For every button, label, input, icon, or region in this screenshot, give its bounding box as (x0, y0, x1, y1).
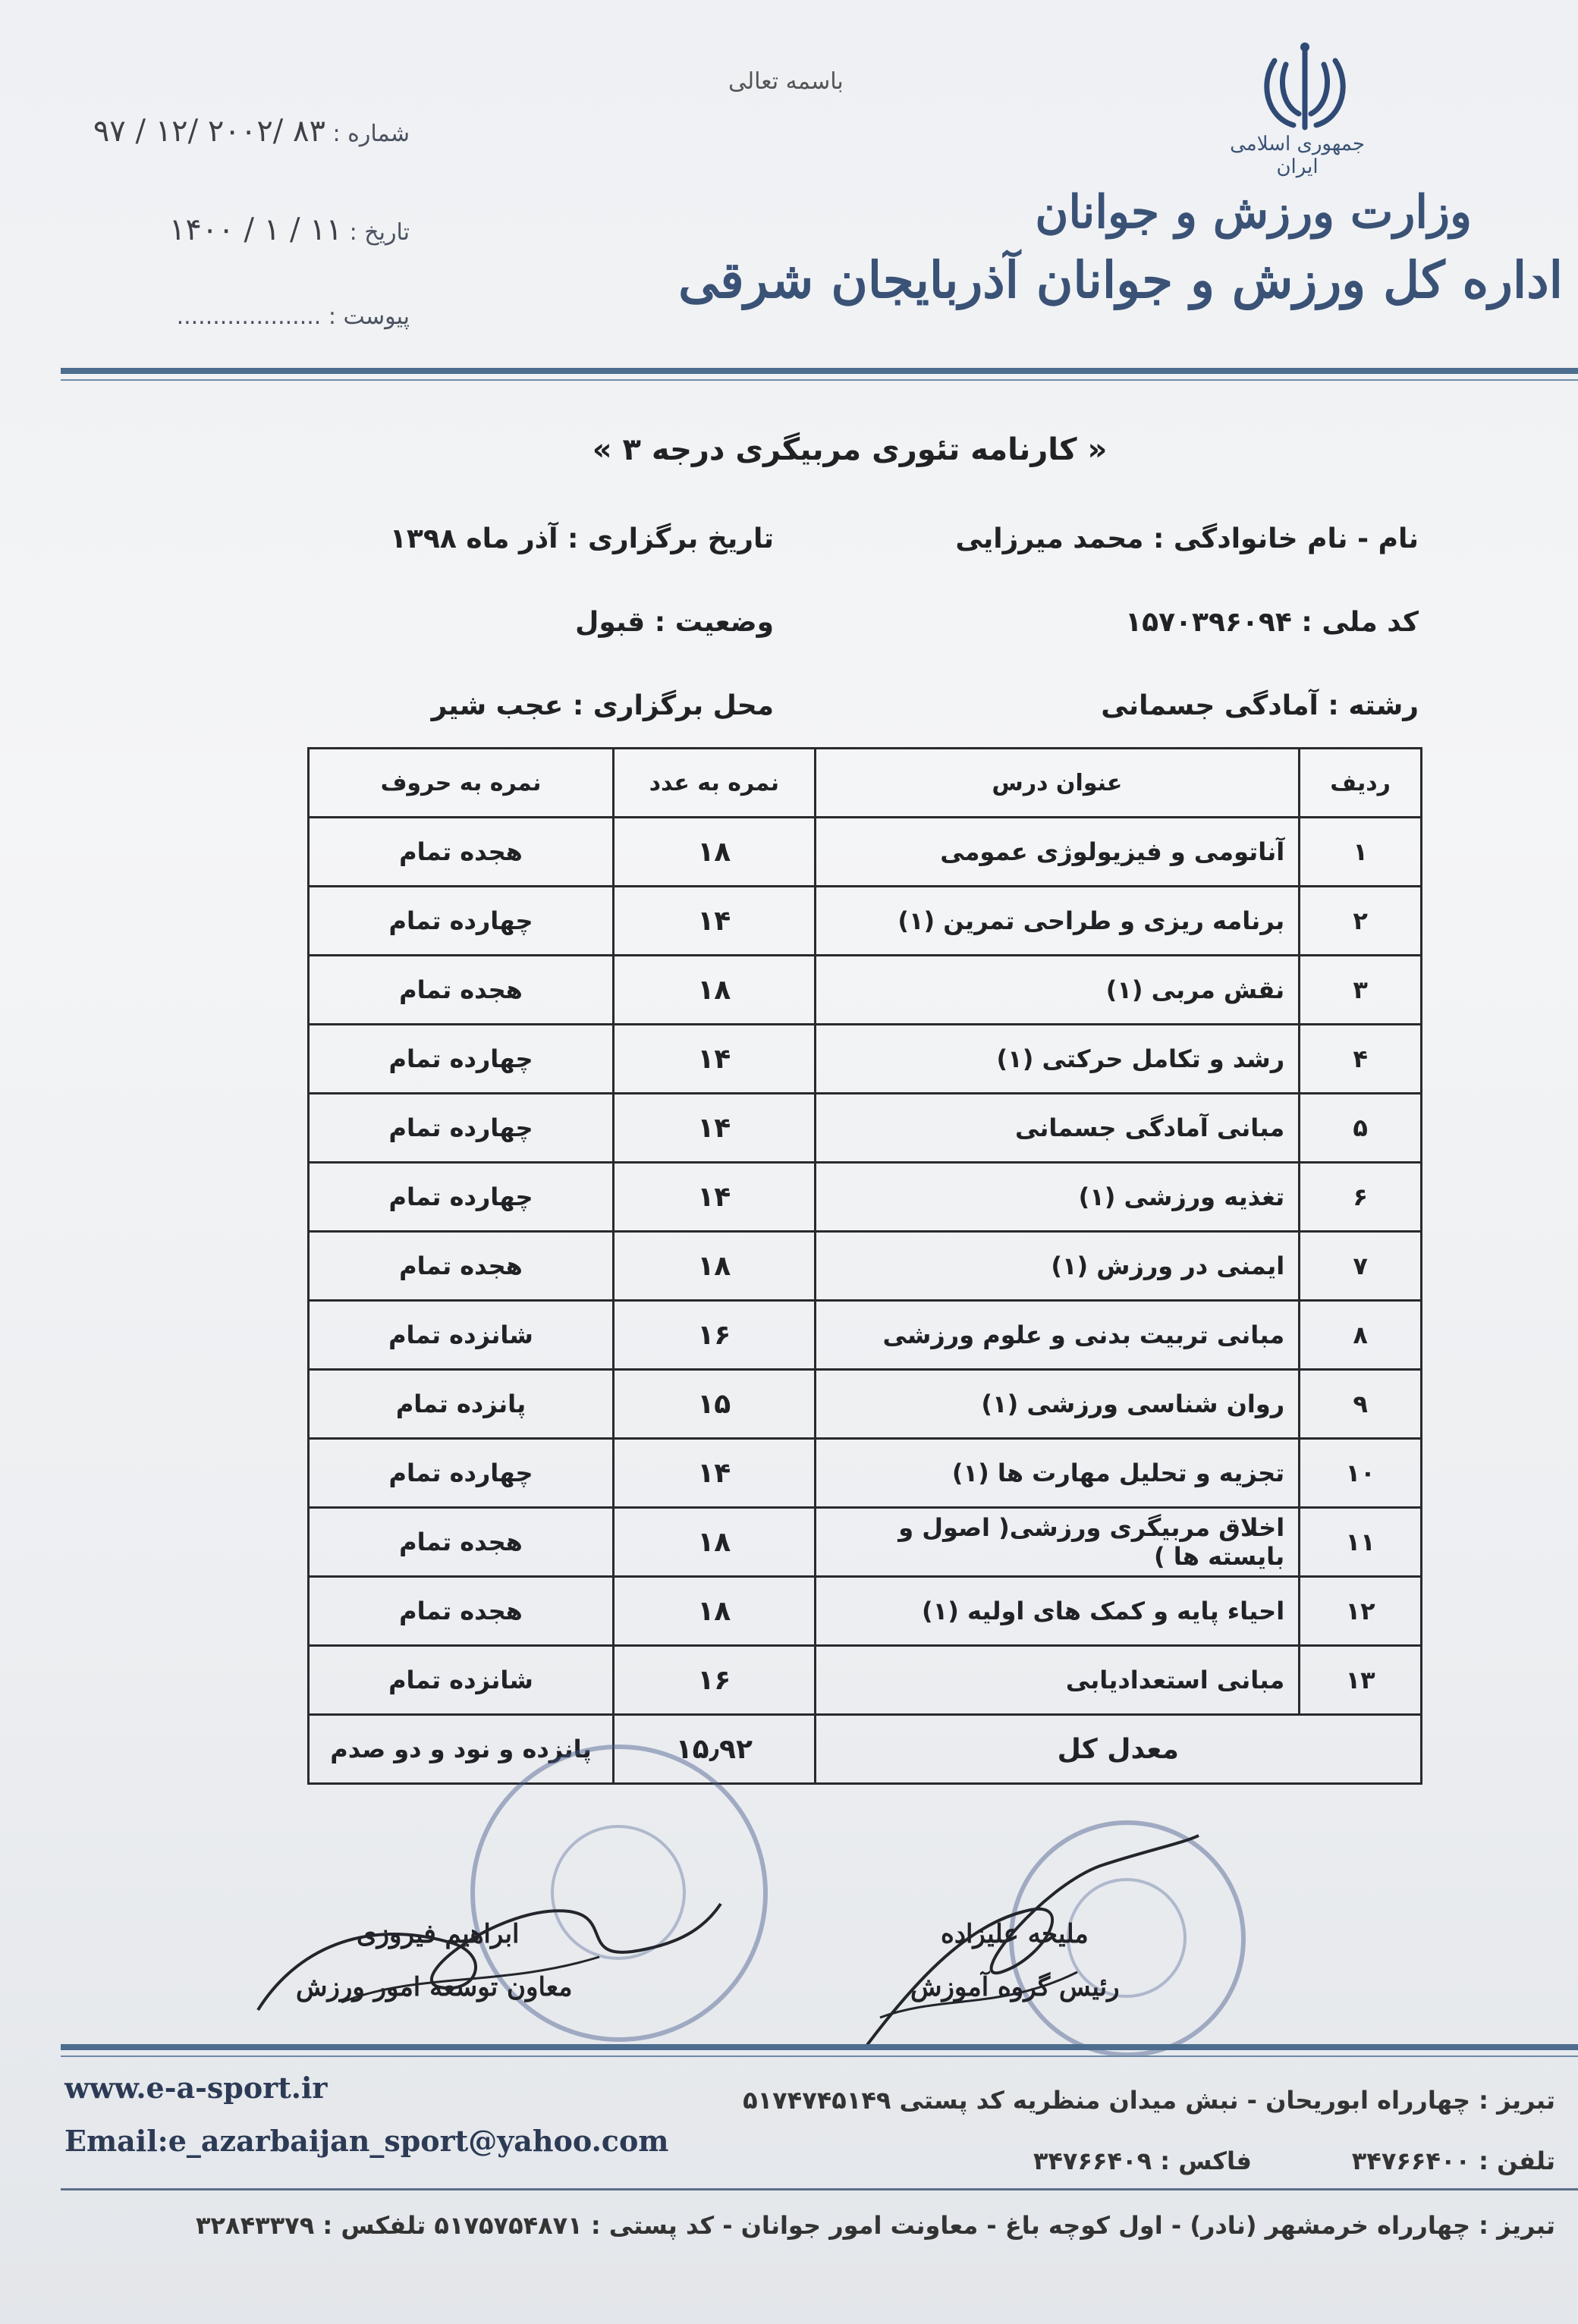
average-label: معدل کل (815, 1715, 1421, 1784)
grade-words: پانزده تمام (309, 1370, 614, 1439)
grade-number: ۱۵ (614, 1370, 816, 1439)
attachment-value: .................... (176, 303, 322, 330)
grade-number: ۱۴ (614, 1439, 816, 1508)
table-row (309, 1439, 1422, 1508)
iran-emblem-icon (1252, 38, 1358, 144)
course-title: مبانی تربیت بدنی و علوم ورزشی (815, 1301, 1300, 1370)
grade-number: ۱۴ (614, 1025, 816, 1094)
student-name: نام - نام خانوادگی : محمد میرزایی (955, 523, 1419, 554)
average-row (309, 1715, 1422, 1784)
grade-words: چهارده تمام (309, 1025, 614, 1094)
header-grade-number: نمره به عدد (614, 749, 816, 818)
grade-number: ۱۸ (614, 956, 816, 1025)
grade-words: هجده تمام (309, 956, 614, 1025)
email-link[interactable]: Email:e_azarbaijan_sport@yahoo.com (64, 2124, 669, 2158)
average-number: ۱۵٫۹۲ (614, 1715, 816, 1784)
footer-divider-thin (61, 2055, 1578, 2057)
row-number: ۱۲ (1300, 1577, 1422, 1646)
signatory-left-name: ابراهیم فیروزی (357, 1919, 520, 1949)
fax: فاکس : ۳۴۷۶۶۴۰۹ (1033, 2147, 1252, 2175)
grade-words: چهارده تمام (309, 1439, 614, 1508)
header-row-number: ردیف (1300, 749, 1422, 818)
row-number: ۲ (1300, 887, 1422, 956)
row-number: ۷ (1300, 1232, 1422, 1301)
grades-table (307, 747, 1422, 1785)
table-row (309, 1577, 1422, 1646)
footer-divider (61, 2044, 1578, 2050)
average-words: پانزده و نود و دو صدم (309, 1715, 614, 1784)
exam-date: تاریخ برگزاری : آذر ماه ۱۳۹۸ (389, 523, 774, 554)
header-course-title: عنوان درس (815, 749, 1300, 818)
row-number: ۱۱ (1300, 1508, 1422, 1577)
footer-divider-2 (61, 2188, 1578, 2191)
number-value: ۸۳ /۲۰۰۲ /۱۲ / ۹۷ (93, 114, 325, 149)
date-value: ۱۱ / ۱ / ۱۴۰۰ (168, 212, 343, 247)
grade-words: چهارده تمام (309, 1163, 614, 1232)
course-title: آناتومی و فیزیولوژی عمومی (815, 818, 1300, 887)
header-grade-words: نمره به حروف (309, 749, 614, 818)
row-number: ۱۰ (1300, 1439, 1422, 1508)
table-row (309, 1094, 1422, 1163)
grade-words: چهارده تمام (309, 1094, 614, 1163)
grade-number: ۱۴ (614, 1094, 816, 1163)
header-divider (61, 368, 1578, 374)
status: وضعیت : قبول (575, 607, 774, 638)
attachment-line (46, 303, 410, 330)
course-title: برنامه ریزی و طراحی تمرین (۱) (815, 887, 1300, 956)
row-number: ۶ (1300, 1163, 1422, 1232)
grade-number: ۱۸ (614, 818, 816, 887)
page-title: « کارنامه تئوری مربیگری درجه ۳ » (592, 432, 1108, 467)
grade-words: هجده تمام (309, 1508, 614, 1577)
grade-words: شانزده تمام (309, 1301, 614, 1370)
grade-words: شانزده تمام (309, 1646, 614, 1715)
grade-number: ۱۴ (614, 887, 816, 956)
address-main: تبریز : چهارراه ابوریحان - نبش میدان منظریه کد پستی ۵۱۷۴۷۴۵۱۴۹ (743, 2086, 1555, 2115)
national-code: کد ملی : ۱۵۷۰۳۹۶۰۹۴ (1125, 607, 1419, 638)
table-row (309, 1301, 1422, 1370)
table-row (309, 1370, 1422, 1439)
course-title: روان شناسی ورزشی (۱) (815, 1370, 1300, 1439)
date-label: تاریخ : (349, 219, 410, 246)
signature-left (250, 1858, 736, 2033)
grade-number: ۱۸ (614, 1508, 816, 1577)
address-youth: تبریز : چهارراه خرمشهر (نادر) - اول کوچه باغ - معاونت امور جوانان - کد پستی : ۵۱۷۵۷۵۴۸۷۱ تلفکس : ۳۲۸۴۳۳۷۹ (195, 2211, 1555, 2240)
table-row (309, 1232, 1422, 1301)
exam-place: محل برگزاری : عجب شیر (431, 690, 774, 721)
field: رشته : آمادگی جسمانی (1101, 690, 1419, 721)
grade-words: هجده تمام (309, 1577, 614, 1646)
table-row (309, 887, 1422, 956)
ministry-name: وزارت ورزش و جوانان (1035, 186, 1472, 239)
table-header-row (309, 749, 1422, 818)
course-title: تجزیه و تحلیل مهارت ها (۱) (815, 1439, 1300, 1508)
department-name: اداره کل ورزش و جوانان آذربایجان شرقی (678, 250, 1563, 309)
grade-number: ۱۶ (614, 1646, 816, 1715)
attachment-label: پیوست : (328, 303, 410, 330)
course-title: ایمنی در ورزش (۱) (815, 1232, 1300, 1301)
row-number: ۴ (1300, 1025, 1422, 1094)
course-title: احیاء پایه و کمک های اولیه (۱) (815, 1577, 1300, 1646)
date-line (46, 212, 410, 247)
signature-right (850, 1820, 1206, 2071)
signatory-left-role: معاون توسعه امور ورزش (296, 1972, 573, 2002)
table-row (309, 1646, 1422, 1715)
table-row (309, 956, 1422, 1025)
number-label: شماره : (332, 121, 410, 147)
grade-number: ۱۶ (614, 1301, 816, 1370)
grade-words: هجده تمام (309, 1232, 614, 1301)
course-title: مبانی آمادگی جسمانی (815, 1094, 1300, 1163)
row-number: ۱۳ (1300, 1646, 1422, 1715)
table-row (309, 1163, 1422, 1232)
course-title: مبانی استعدادیابی (815, 1646, 1300, 1715)
table-row (309, 1025, 1422, 1094)
table-row (309, 1508, 1422, 1577)
course-title: اخلاق مربیگری ورزشی( اصول و بایسته ها ) (815, 1508, 1300, 1577)
table-row (309, 818, 1422, 887)
grade-words: هجده تمام (309, 818, 614, 887)
header-divider-thin (61, 379, 1578, 381)
basmeh: باسمه تعالی (728, 68, 844, 95)
grade-number: ۱۸ (614, 1577, 816, 1646)
course-title: تغذیه ورزشی (۱) (815, 1163, 1300, 1232)
number-line (46, 114, 410, 149)
grade-number: ۱۴ (614, 1163, 816, 1232)
row-number: ۱ (1300, 818, 1422, 887)
course-title: نقش مربی (۱) (815, 956, 1300, 1025)
row-number: ۹ (1300, 1370, 1422, 1439)
row-number: ۸ (1300, 1301, 1422, 1370)
course-title: رشد و تکامل حرکتی (۱) (815, 1025, 1300, 1094)
row-number: ۵ (1300, 1094, 1422, 1163)
republic-caption: جمهوری اسلامی ایران (1230, 133, 1365, 178)
row-number: ۳ (1300, 956, 1422, 1025)
website-link[interactable]: www.e-a-sport.ir (64, 2071, 328, 2105)
signatory-right-role: رئیس گروه آموزش (910, 1972, 1120, 2002)
signatory-right-name: ملیحه علیزاده (941, 1919, 1089, 1949)
phone: تلفن : ۳۴۷۶۶۴۰۰ (1351, 2147, 1555, 2175)
grade-words: چهارده تمام (309, 887, 614, 956)
grade-number: ۱۸ (614, 1232, 816, 1301)
